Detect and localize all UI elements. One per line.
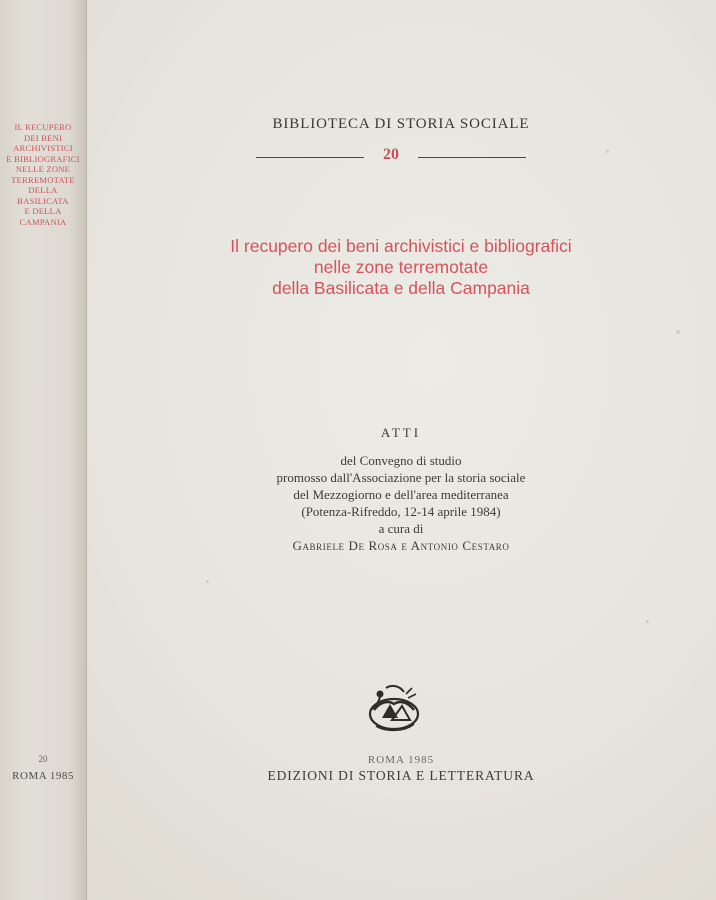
paper-speck: [676, 330, 680, 334]
spine-title-line: NELLE ZONE: [15, 164, 71, 174]
spine-title-line: TERREMOTATE: [11, 174, 75, 185]
spine-title-line: DEI BENI: [23, 132, 63, 143]
spine-title-line: ARCHIVISTICI: [13, 143, 73, 153]
spine-title: [6, 122, 80, 227]
description-line: a cura di: [378, 521, 424, 536]
description: [86, 452, 716, 554]
publisher-name: EDIZIONI DI STORIA E LETTERATURA: [267, 768, 535, 783]
spine-title-line: E DELLA: [24, 206, 62, 216]
publisher-emblem-icon: [362, 680, 426, 738]
series-number-row: [256, 146, 526, 168]
spine-title-line: BASILICATA: [17, 195, 69, 206]
spine-title-line: DELLA: [28, 185, 58, 195]
description-line: promosso dall'Associazione per la storia sociale: [276, 470, 526, 485]
paper-speck: [606, 150, 609, 153]
spine-title-line: CAMPANIA: [19, 216, 67, 227]
spine-title-line: IL RECUPERO: [14, 122, 72, 132]
spine-series-number: 20: [38, 754, 48, 764]
paper-speck: [206, 580, 209, 583]
book-spine: [0, 0, 87, 900]
book-title-line: nelle zone terremotate: [313, 257, 489, 277]
description-line: del Mezzogiorno e dell'area mediterranea: [293, 487, 509, 502]
book-title-line: Il recupero dei beni archivistici e bibliografici: [230, 236, 572, 256]
description-line: (Potenza-Rifreddo, 12-14 aprile 1984): [301, 504, 501, 519]
description-line: del Convegno di studio: [340, 453, 462, 468]
publication-place-year: ROMA 1985: [367, 754, 435, 766]
series-title: BIBLIOTECA DI STORIA SOCIALE: [272, 116, 530, 132]
book-title: [86, 236, 716, 299]
spine-place-year: ROMA 1985: [12, 770, 74, 782]
series-number: 20: [383, 146, 399, 163]
book-title-line: della Basilicata e della Campania: [272, 278, 530, 298]
rule-right: [418, 157, 526, 158]
spine-title-line: E BIBLIOGRAFICI: [6, 153, 80, 164]
editors: Gabriele De Rosa e Antonio Cestaro: [292, 538, 510, 553]
paper-speck: [646, 620, 649, 623]
atti-heading: ATTI: [380, 425, 422, 440]
front-cover: [86, 0, 716, 900]
